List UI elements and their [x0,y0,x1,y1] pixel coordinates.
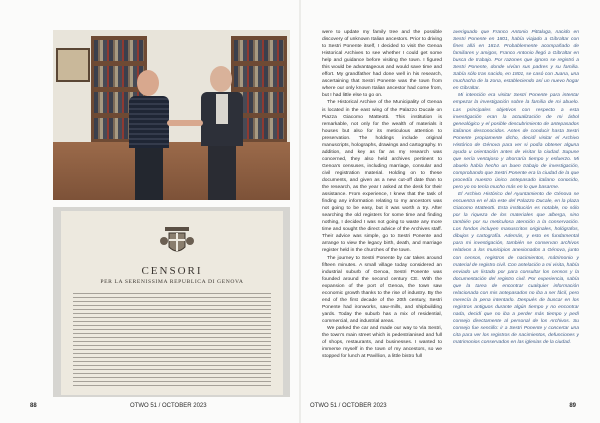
right-page-number: 89 [569,403,576,409]
document-heading: CENSORI [141,265,203,277]
left-running-foot: OTWO 51 / OCTOBER 2023 [130,403,207,409]
spanish-article-text-col [453,29,579,397]
article-paragraph: averiguado que Franco Antonio Pittaluga, nacido en Sestri Ponente en 1801, había viajado a Gibraltar con fines allá en 1814. Probablemente acompañado de familiares y amigos, Franco Antonio llegó a Gibraltar en busca de trabajo. Por razones que ignoro se registró a Sestri Ponente, donde vivían sus padres y su familia. Sabía sólo tras nacido, en 1801, se casó con Juana, una muchacha de la zona, estableciendo así un nuevo hogar en Gibraltar. [453,30,579,92]
right-running-foot: OTWO 51 / OCTOBER 2023 [310,403,387,409]
left-page-number: 88 [30,403,37,409]
article-paragraph: The journey to Sestri Ponente by car takes around fifteen minutes. A small village today considered an industrial suburb of Genoa, Sestri Ponente was founded around the second century CE. With the expansion of the port of Genoa, the town saw economic growth thanks to the rise of industry. By the end of the first decade of the 20th century, Sestri Ponente had ironworks, saw-mills, and shipbuilding yards. Today the suburb has a mix of residential, commercial, and industrial areas. [322,255,442,324]
article-paragraph: We parked the car and made our way to Via Sestri, the town's main street which is pedestrianised and full of shops, restaurants, and businesses. I wanted to immerse myself in the town of my ancestors, so we stopped for lunch at Pavillion, a little bistro full [322,325,442,360]
article-paragraph: Mi intención era visitar Sestri Ponente para intentar empezar la investigación sobre la familia de mi abuelo. Las principales objetivos con respecto a esta investigación eran la actualización de mi árbol genealógico y el posible descubrimiento de antepasados italianos desconocidos. Antes de conducir hasta Sestri Ponente propiamente dicho, decidí visitar el Archivo Histórico de Génova para ver si podía obtener alguna ayuda u orientación antes de visitar la ciudad. Supuse que sería ventajoso y ahorraría tiempo y esfuerzo. Mi abuelo había hecho un buen trabajo de investigación, comprobando que Sestri Ponente era la ciudad de la que procedía nuestro único antepasado italiano conocido, pero yo no tenía mucho más en lo que basarme. [453,93,579,191]
document-subheading: PER LA SERENISSIMA REPUBLICA DI GENOVA [100,279,244,285]
article-paragraph: El Archivo Histórico del Ayuntamiento de Génova se encuentra en el ala este del Palazzo Ducale, en la plaza Giacomo Matteotti. Esta institución es notable, no sólo por la riqueza de los materiales que alberga, sino también por su meticulosa atención a la conservación. Los fondos incluyen manuscritos originales, hológrafos, dibujos y cartografía. Además, y esto es fundamental para mi investigación, también se conservan archivos relativos a los municipios anexionados a Génova, junto con censos, registros de nacimientos, mátrimonio y material de registro civil. Con antelación a mi visita, había enviado un listado por para consultar los censos y la documentación del registro civil. Por experiencia, sabía que la tarea de encontrar cualquier información relacionada con mis antepasados no iba a ser fácil, pero merecía la pena intentarlo. Después de buscar en los registros antiguos durante algún tiempo y no encontrar nada, decidí que no iba a perder más tiempo y pedí consejo directamente al personal de los Archivos. Su consejo fue sencillo: ir a Sestri Ponente y concertar una cita para ver los registros de nacimientos, defunciones y matrimonios conservados en las iglesias de la ciudad. [453,192,579,346]
article-paragraph: were to update my family tree and the possible discovery of unknown Italian ancestors. Prior to driving to Sestri Ponente itself, I decided to visit the Genoa Historical Archives to see whether I could get some help and guidance before visiting the town. I figured this would be advantageous and would save time and effort. My grandfather had done well in his research, ascertaining that Sestri Ponente was the town from where our only known Italian ancestor had come from, but I had little else to go on. [322,30,442,99]
english-article-text-visible-col [322,29,442,397]
article-paragraph: The Historical Archive of the Municipality of Genoa is located in the east wing of the Palazzo Ducale on Piazza Giacomo Matteotti. This institution is remarkable, not only for the wealth of materials it houses but also for its meticulous attention to preservation. The holdings include original manuscripts, holographs, drawings and cartography. In addition, and key as far as my research was concerned, they also held archives pertinent to Genoa's censuses, including marriage, consular and civil registration material. Holding on to these documents, and given as a new cut-off date than to the research, as the year I asked at the desk for their assistance. From experience, I knew that the task of finding any information relating to my ancestors was not going to be easy, but it was worth a try. After searching the old registers for some time and finding nothing, I decided I was not going to waste any more time and sought the direct advice of the Archives staff. Their advice was simple, go to Sestri Ponente and arrange to view the legacy birth, death, and marriage register held in the churches of the town. [322,100,442,254]
